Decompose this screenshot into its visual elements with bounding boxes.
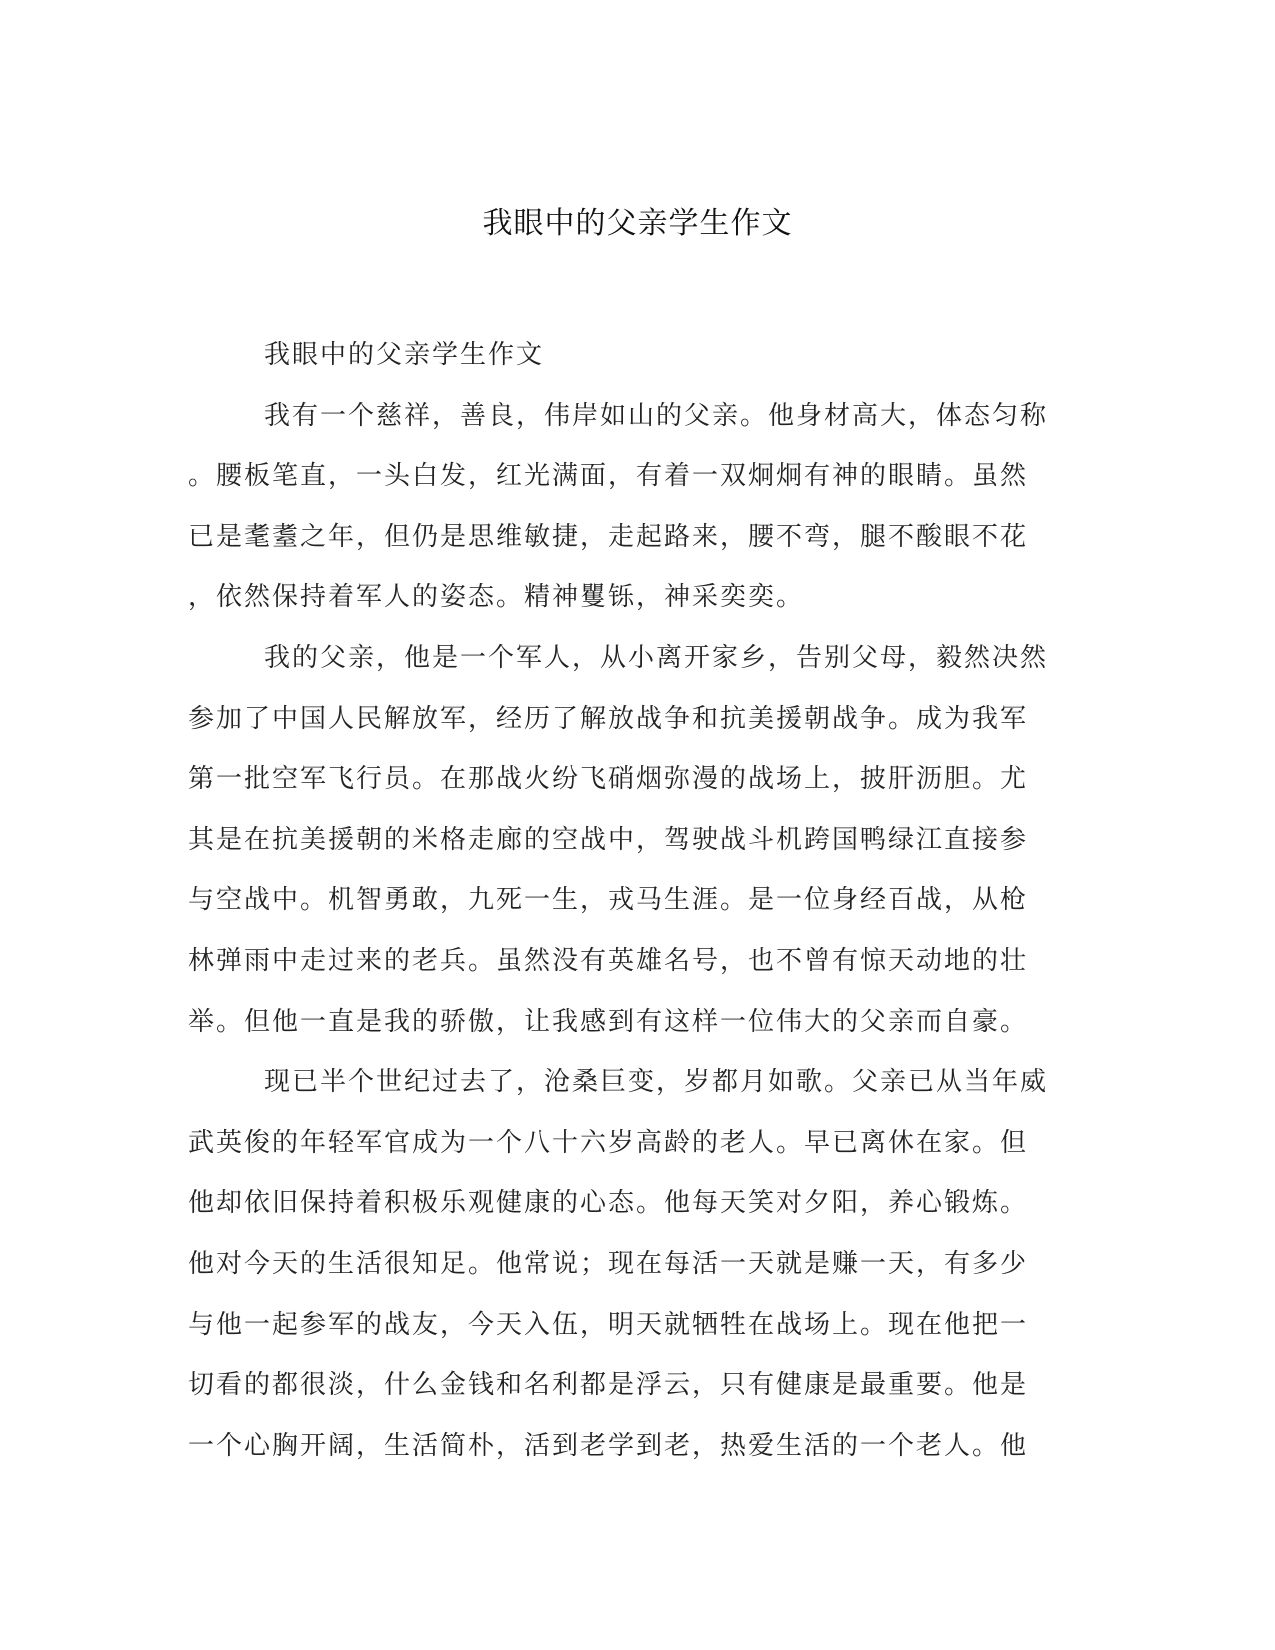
body-line: 已是耄耋之年，但仍是思维敏捷，走起路来，腰不弯，腿不酸眼不花 bbox=[188, 521, 1029, 552]
body-line: 第一批空军飞行员。在那战火纷飞硝烟弥漫的战场上，披肝沥胆。尤 bbox=[188, 764, 1029, 795]
body-line: 切看的都很淡，什么金钱和名利都是浮云，只有健康是最重要。他是 bbox=[188, 1370, 1029, 1401]
body-line: 林弹雨中走过来的老兵。虽然没有英雄名号，也不曾有惊天动地的壮 bbox=[188, 945, 1029, 976]
body-line: 我有一个慈祥，善良，伟岸如山的父亲。他身材高大，体态匀称 bbox=[264, 400, 1049, 431]
body-line: 与他一起参军的战友，今天入伍，明天就牺牲在战场上。现在他把一 bbox=[188, 1309, 1029, 1340]
body-line: 我的父亲，他是一个军人，从小离开家乡，告别父母，毅然决然 bbox=[264, 642, 1049, 673]
body-line: 其是在抗美援朝的米格走廊的空战中，驾驶战斗机跨国鸭绿江直接参 bbox=[188, 824, 1029, 855]
body-line: 我眼中的父亲学生作文 bbox=[264, 340, 545, 370]
body-line: 举。但他一直是我的骄傲，让我感到有这样一位伟大的父亲而自豪。 bbox=[188, 1006, 1029, 1037]
body-line: 与空战中。机智勇敢，九死一生，戎马生涯。是一位身经百战，从枪 bbox=[188, 885, 1029, 916]
body-line: 参加了中国人民解放军，经历了解放战争和抗美援朝战争。成为我军 bbox=[188, 703, 1029, 734]
document-body bbox=[188, 325, 1068, 1476]
body-line: 武英俊的年轻军官成为一个八十六岁高龄的老人。早已离休在家。但 bbox=[188, 1127, 1029, 1158]
body-line: 他对今天的生活很知足。他常说；现在每活一天就是赚一天，有多少 bbox=[188, 1248, 1029, 1279]
body-line: 他却依旧保持着积极乐观健康的心态。他每天笑对夕阳，养心锻炼。 bbox=[188, 1188, 1029, 1219]
body-line: ，依然保持着军人的姿态。精神矍铄，神采奕奕。 bbox=[188, 582, 805, 613]
body-line: 现已半个世纪过去了，沧桑巨变，岁都月如歌。父亲已从当年威 bbox=[264, 1067, 1049, 1098]
body-line: 一个心胸开阔，生活简朴，活到老学到老，热爱生活的一个老人。他 bbox=[188, 1430, 1029, 1461]
body-line: 。腰板笔直，一头白发，红光满面，有着一双炯炯有神的眼睛。虽然 bbox=[188, 461, 1029, 492]
document-title: 我眼中的父亲学生作文 bbox=[482, 206, 793, 241]
